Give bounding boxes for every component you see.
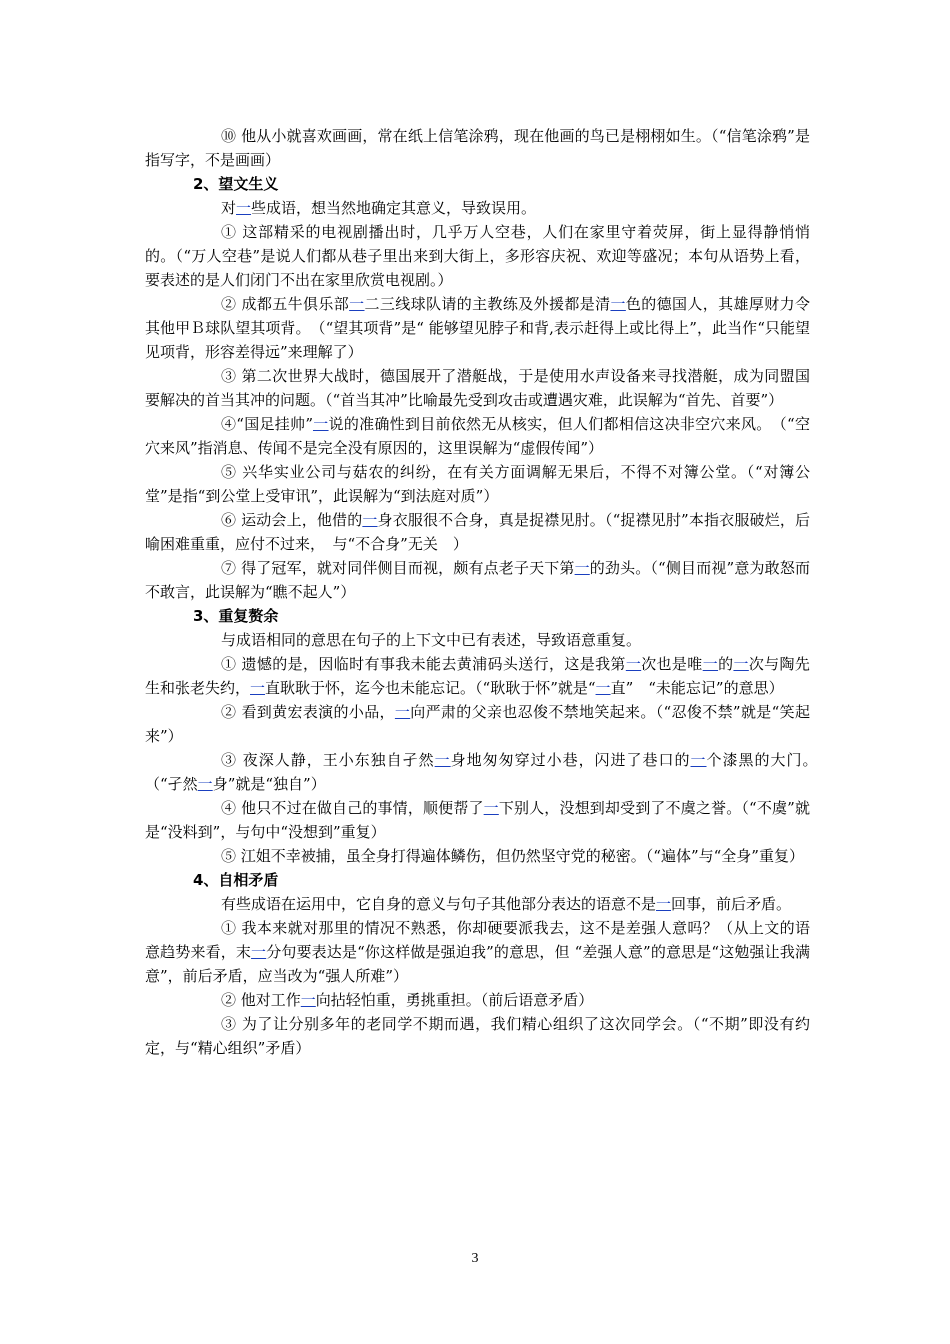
text-segment: 身”就是“独自”） bbox=[212, 775, 326, 793]
text-segment: 向拈轻怕重，勇挑重担。（前后语意矛盾） bbox=[315, 991, 594, 1009]
section-heading: 2、望文生义 bbox=[193, 175, 279, 193]
text-segment: ④“国足挂帅” bbox=[221, 415, 313, 433]
example-paragraph bbox=[145, 652, 810, 700]
example-paragraph bbox=[145, 844, 810, 868]
example-paragraph: ⑩ 他从小就喜欢画画，常在纸上信笔涂鸦，现在他画的鸟已是栩栩如生。（“信笔涂鸦”是指写字，不是画画） bbox=[145, 127, 810, 169]
section-heading: 3、重复赘余 bbox=[193, 607, 279, 625]
text-segment: 二三线球队请的主教练及外援都是清 bbox=[364, 295, 611, 313]
text-segment: 个漆黑的大门。 （“孑然 bbox=[145, 751, 825, 793]
underlined-char: 一 bbox=[251, 943, 267, 961]
text-segment: 色的德国人，其雄厚财力令其他甲Ｂ球队望其项背。 （“望其项背”是“ 能够望见脖子和背,表示赶得上或比得上”，此当作“只能望见项背，形容差得远”来理解了） bbox=[145, 295, 810, 361]
underlined-char: 一 bbox=[236, 199, 252, 217]
example-paragraph bbox=[145, 796, 810, 844]
text-segment: 下别人，没想到却受到了不虞之誉。（“不虞”就是“没料到”，与句中“没想到”重复） bbox=[145, 799, 810, 841]
example-paragraph bbox=[145, 508, 810, 556]
text-segment: 对 bbox=[221, 199, 237, 217]
text-segment: ⑤ 兴华实业公司与菇农的纠纷，在有关方面调解无果后，不得不对簿公堂。（“对簿公堂”是指“到公堂上受审讯”，此误解为“到法庭对质”） bbox=[145, 463, 810, 505]
underlined-char: 一 bbox=[574, 559, 590, 577]
underlined-char: 一 bbox=[197, 775, 213, 793]
underlined-char: 一 bbox=[625, 655, 642, 673]
text-segment: 身衣服很不合身，真是捉襟见肘。（“捉襟见肘”本指衣服破烂，后喻困难重重，应付不过来， 与“不合身”无关 ） bbox=[145, 511, 810, 553]
text-segment: 直” “未能忘记”的意思） bbox=[610, 679, 784, 697]
page-content bbox=[145, 124, 825, 1060]
example-paragraph bbox=[145, 292, 810, 364]
underlined-char: 一 bbox=[702, 655, 719, 673]
example-paragraph bbox=[145, 988, 810, 1012]
example-paragraph bbox=[145, 460, 810, 508]
text-segment: 的劲头。（“侧目而视”意为敢怒而不敢言，此误解为“瞧不起人”） bbox=[145, 559, 810, 601]
section-intro bbox=[145, 892, 810, 916]
underlined-char: 一 bbox=[250, 679, 266, 697]
section-intro bbox=[145, 196, 810, 220]
text-segment: ③ 为了让分别多年的老同学不期而遇，我们精心组织了这次同学会。（“不期”即没有约定，与“精心组织”矛盾） bbox=[145, 1015, 810, 1057]
text-segment: ① 这部精采的电视剧播出时，几乎万人空巷，人们在家里守着荧屏，街上显得静悄悄的。（“万人空巷”是说人们都从巷子里出来到大街上，多形容庆祝、欢迎等盛况；本句从语势上看，要表述的是人们闭门不出在家里欣赏电视剧。） bbox=[145, 223, 810, 289]
text-segment: 有些成语在运用中，它自身的意义与句子其他部分表达的语意不是 bbox=[221, 895, 657, 913]
text-segment: 的 bbox=[718, 655, 734, 673]
example-paragraph bbox=[145, 412, 810, 460]
text-segment: 回事，前后矛盾。 bbox=[671, 895, 792, 913]
example-paragraph bbox=[145, 556, 810, 604]
text-segment: ② 他对工作 bbox=[221, 991, 301, 1009]
text-segment: ② 看到黄宏表演的小品， bbox=[221, 703, 395, 721]
example-paragraph bbox=[145, 700, 810, 748]
text-segment: 分句要表达是“你这样做是强迫我”的意思，但 “差强人意”的意思是“这勉强让我满意”，前后矛盾，应当改为“强人所难”） bbox=[145, 943, 810, 985]
underlined-char: 一 bbox=[656, 895, 672, 913]
text-segment: ③ 第二次世界大战时，德国展开了潜艇战，于是使用水声设备来寻找潜艇，成为同盟国要解决的首当其冲的问题。（“首当其冲”比喻最先受到攻击或遭遇灾难，此误解为“首先、首要”） bbox=[145, 367, 810, 409]
text-segment: ① 遗憾的是，因临时有事我未能去黄浦码头送行，这是我第 bbox=[221, 655, 626, 673]
underlined-char: 一 bbox=[434, 751, 451, 769]
underlined-char: 一 bbox=[394, 703, 411, 721]
example-paragraph bbox=[145, 1012, 810, 1060]
underlined-char: 一 bbox=[349, 295, 365, 313]
text-segment: ⑤ 江姐不幸被捕，虽全身打得遍体鳞伤，但仍然坚守党的秘密。（“遍体”与“全身”重复） bbox=[221, 847, 804, 865]
text-segment: ⑦ 得了冠军，就对同伴侧目而视，颇有点老子天下第 bbox=[221, 559, 575, 577]
text-segment: 直耿耿于怀，迄今也未能忘记。（“耿耿于怀”就是“ bbox=[265, 679, 596, 697]
page-number: 3 bbox=[471, 1251, 479, 1266]
text-segment: ⑥ 运动会上，他借的 bbox=[221, 511, 363, 529]
section-heading: 4、自相矛盾 bbox=[193, 871, 279, 889]
text-segment: 与成语相同的意思在句子的上下文中已有表述，导致语意重复。 bbox=[221, 631, 642, 649]
text-segment: 次与陶先生和张老失约， bbox=[145, 655, 810, 697]
text-segment: ② 成都五牛俱乐部 bbox=[221, 295, 350, 313]
underlined-char: 一 bbox=[595, 679, 611, 697]
underlined-char: 一 bbox=[312, 415, 329, 433]
text-segment: ③ 夜深人静，王小东独自孑然 bbox=[221, 751, 435, 769]
underlined-char: 一 bbox=[610, 295, 626, 313]
underlined-char: 一 bbox=[690, 751, 707, 769]
text-segment: 身地匆匆穿过小巷，闪进了巷口的 bbox=[450, 751, 691, 769]
text-segment: ④ 他只不过在做自己的事情，顺便帮了 bbox=[221, 799, 484, 817]
text-segment: 说的准确性到目前依然无从核实，但人们都相信这决非空穴来风。 （“空穴来风”指消息、传闻不是完全没有原因的，这里误解为“虚假传闻”） bbox=[145, 415, 810, 457]
section-intro bbox=[145, 628, 810, 652]
sections-container bbox=[145, 172, 825, 1060]
underlined-char: 一 bbox=[362, 511, 378, 529]
example-paragraph bbox=[145, 364, 810, 412]
example-paragraph bbox=[145, 748, 825, 796]
underlined-char: 一 bbox=[733, 655, 749, 673]
example-paragraph bbox=[145, 220, 810, 292]
text-segment: 些成语，想当然地确定其意义，导致误用。 bbox=[251, 199, 537, 217]
text-segment: 次也是唯 bbox=[641, 655, 703, 673]
text-segment: 向严肃的父亲也忍俊不禁地笑起来。（“忍俊不禁”就是“笑起来”） bbox=[145, 703, 810, 745]
text-segment: ① 我本来就对那里的情况不熟悉，你却硬要派我去，这不是差强人意吗？（从上文的语意趋势来看，末 bbox=[145, 919, 810, 961]
underlined-char: 一 bbox=[300, 991, 316, 1009]
underlined-char: 一 bbox=[483, 799, 499, 817]
example-paragraph bbox=[145, 916, 810, 988]
